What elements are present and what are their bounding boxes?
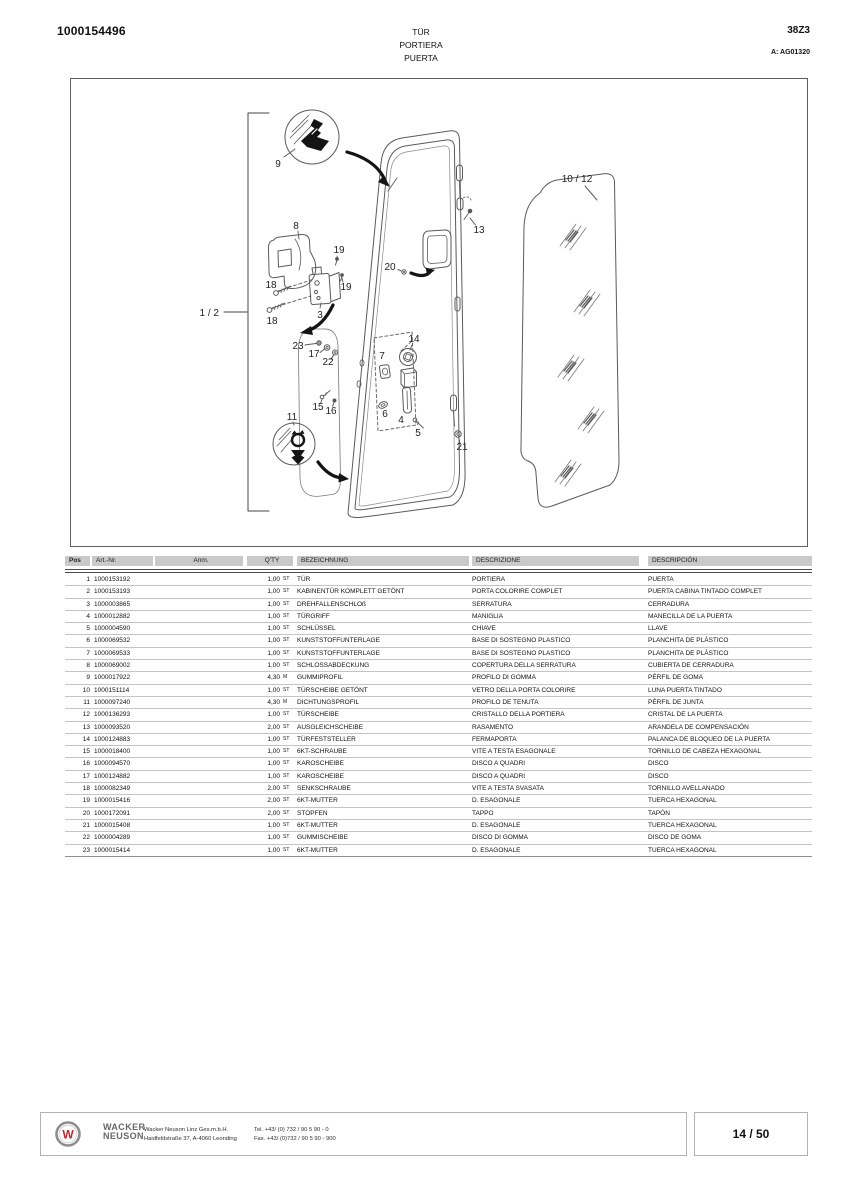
table-row [65, 709, 812, 721]
cell-qty: 1,00 [267, 600, 280, 608]
cell-unit: ST [283, 785, 290, 792]
document-number: 1000154496 [57, 24, 126, 38]
callout-9: 9 [275, 159, 281, 170]
callout-17: 17 [308, 349, 320, 360]
title-line-it: PORTIERA [399, 40, 443, 50]
part-13-screw [463, 197, 476, 225]
callout-10-12: 10 / 12 [561, 174, 593, 185]
table-row [65, 660, 812, 672]
cell-qty: 1,00 [267, 772, 280, 780]
cell-pos: 4 [86, 612, 90, 620]
cell-bezeichnung: STOPFEN [297, 809, 328, 817]
cell-pos: 1 [86, 576, 90, 583]
cell-descripcion: LLAVE [648, 625, 668, 633]
col-header-anm: Anm. [155, 556, 243, 566]
cell-descripcion: TUERCA HEXAGONAL [648, 821, 717, 829]
cell-descripcion: CERRADURA [648, 600, 690, 608]
title-line-de: TÜR [412, 27, 430, 37]
cell-descripcion: CUBIERTA DE CERRADURA [648, 662, 734, 670]
callout-5: 5 [415, 428, 421, 439]
callout-6: 6 [382, 409, 388, 420]
cell-descripcion: PUERTA CABINA TINTADO COMPLET [648, 588, 763, 596]
group-bracket [248, 113, 269, 511]
callout-8: 8 [293, 221, 299, 232]
cell-qty: 1,00 [267, 834, 280, 842]
cell-unit: M [283, 674, 288, 681]
cell-descripcion: TORNILLO DE CABEZA HEXAGONAL [648, 748, 761, 756]
cell-descrizione: D. ESAGONALE [472, 846, 521, 854]
cell-descrizione: D. ESAGONALE [472, 821, 521, 829]
cell-descrizione: PROFILO DI GOMMA [472, 674, 536, 682]
cell-bezeichnung: 6KT-MUTTER [297, 821, 338, 829]
page-title [0, 26, 842, 65]
cell-unit: ST [283, 686, 290, 693]
cell-unit: ST [283, 612, 290, 619]
callout-20: 20 [384, 262, 396, 273]
cell-pos: 15 [82, 748, 90, 756]
cell-unit: ST [283, 760, 290, 767]
part-14-knob [400, 345, 417, 366]
cell-descrizione: FERMAPORTA [472, 735, 517, 743]
cell-pos: 5 [86, 625, 90, 633]
cell-descrizione: VITE A TESTA SVASATA [472, 785, 545, 793]
cell-descripcion: CRISTAL DE LA PUERTA [648, 711, 723, 719]
cell-art-nr: 1000018400 [94, 748, 131, 756]
col-header-art-nr: Art.-Nr. [92, 556, 153, 566]
cell-bezeichnung: 6KT-MUTTER [297, 846, 338, 854]
parts-table [65, 555, 812, 857]
callout-21: 21 [456, 442, 468, 453]
cell-unit: ST [283, 662, 290, 669]
page-indicator: 14 / 50 [694, 1112, 808, 1156]
cell-anm [155, 623, 243, 634]
cell-anm [155, 808, 243, 819]
cell-descrizione: BASE DI SOSTEGNO PLASTICO [472, 649, 571, 657]
cell-art-nr: 1000012882 [94, 612, 131, 620]
callout-14: 14 [408, 334, 420, 345]
cell-art-nr: 1000153193 [94, 588, 131, 596]
cell-art-nr: 1000136293 [94, 711, 131, 719]
cell-art-nr: 1000151114 [94, 686, 130, 694]
cell-bezeichnung: 6KT-SCHRAUBE [297, 748, 347, 756]
cell-unit: ST [283, 772, 290, 779]
cell-qty: 1,00 [267, 588, 280, 596]
cell-descrizione: TAPPO [472, 809, 494, 817]
cell-pos: 7 [86, 649, 90, 657]
cell-qty: 4,30 [267, 698, 280, 706]
cell-anm [155, 734, 243, 745]
table-row [65, 783, 812, 795]
sheet-revision: A: AG01320 [770, 49, 810, 56]
part-7-plate [379, 364, 390, 378]
cell-qty: 1,00 [267, 760, 280, 768]
title-line-es: PUERTA [404, 53, 438, 63]
cell-descripcion: TORNILLO AVELLANADO [648, 785, 725, 793]
parts-table-header [65, 555, 812, 569]
cell-bezeichnung: KUNSTSTOFFUNTERLAGE [297, 649, 380, 657]
cell-bezeichnung: AUSGLEICHSCHEIBE [297, 723, 364, 731]
cell-anm [155, 795, 243, 806]
footer-company-box [40, 1112, 687, 1156]
cell-descrizione: BASE DI SOSTEGNO PLASTICO [472, 637, 571, 645]
cell-anm [155, 746, 243, 757]
cell-art-nr: 1000004289 [94, 834, 131, 842]
callout-18a: 18 [265, 280, 277, 291]
cell-descrizione: PORTA COLORIRE COMPLET [472, 588, 563, 596]
cell-descrizione: VITE A TESTA ESAGONALE [472, 748, 556, 756]
callout-labels [200, 159, 593, 453]
cell-descrizione: CHIAVE [472, 625, 496, 633]
cell-anm [155, 660, 243, 671]
cell-bezeichnung: TÜRGRIFF [297, 612, 330, 620]
table-row [65, 611, 812, 623]
cell-pos: 21 [82, 821, 90, 829]
cell-descrizione: D. ESAGONALE [472, 797, 521, 805]
table-row [65, 635, 812, 647]
cell-unit: ST [283, 821, 290, 828]
cell-anm [155, 722, 243, 733]
table-row [65, 599, 812, 611]
door-frame-outline [348, 131, 465, 518]
cell-qty: 2,00 [267, 797, 280, 805]
cell-pos: 22 [82, 834, 90, 842]
cell-pos: 2 [86, 588, 90, 596]
cell-pos: 23 [82, 846, 90, 854]
cell-descripcion: LUNA PUERTA TINTADO [648, 686, 722, 694]
sheet-code: 38Z3 [787, 25, 810, 36]
cell-bezeichnung: TÜRSCHEIBE GETÖNT [297, 686, 368, 694]
callout-7: 7 [379, 351, 385, 362]
callout-4: 4 [398, 415, 404, 426]
cell-anm [155, 611, 243, 622]
cell-unit: ST [283, 588, 290, 595]
cell-descripcion: MANECILLA DE LA PUERTA [648, 612, 733, 620]
cell-unit: ST [283, 809, 290, 816]
table-row [65, 685, 812, 697]
cell-bezeichnung: KAROSCHEIBE [297, 772, 344, 780]
callout-19b: 19 [340, 282, 352, 293]
company-contact: Tel. +43/ (0) 732 / 90 5 90 - 0 Fax. +43/ (0)732 / 90 5 90 - 900 [254, 1127, 336, 1142]
cell-descrizione: DISCO DI GOMMA [472, 834, 528, 842]
cell-unit: ST [283, 723, 290, 730]
cell-unit: ST [283, 846, 290, 853]
cell-pos: 12 [82, 711, 90, 719]
cell-unit: ST [283, 735, 290, 742]
cell-qty: 2,00 [267, 809, 280, 817]
cell-pos: 6 [86, 637, 90, 645]
cell-unit: ST [283, 649, 290, 656]
cell-descrizione: PROFILO DE TENUTA [472, 698, 539, 706]
cell-qty: 1,00 [267, 612, 280, 620]
cell-descripcion: TAPÓN [648, 809, 670, 817]
cell-pos: 9 [86, 674, 90, 682]
header-divider [65, 569, 812, 573]
part-20-plug [398, 270, 406, 275]
cell-bezeichnung: KABINENTÜR KOMPLETT GETÖNT [297, 588, 405, 596]
cell-art-nr: 1000153192 [94, 576, 131, 583]
table-row [65, 746, 812, 758]
cell-bezeichnung: TÜRSCHEIBE [297, 711, 339, 719]
col-header-qty: Q'TY [247, 556, 293, 566]
cell-descripcion: PUERTA [648, 576, 674, 583]
cell-unit: ST [283, 576, 290, 582]
cell-unit: ST [283, 711, 290, 718]
cell-art-nr: 1000124882 [94, 772, 131, 780]
cell-art-nr: 1000097240 [94, 698, 131, 706]
cell-pos: 10 [82, 686, 90, 694]
cell-pos: 3 [86, 600, 90, 608]
cell-descrizione: DISCO A QUADRI [472, 760, 526, 768]
cell-bezeichnung: TÜRFESTSTELLER [297, 735, 356, 743]
cell-qty: 1,00 [267, 576, 280, 583]
part-4-inner-handle [401, 368, 417, 413]
cell-qty: 1,00 [267, 748, 280, 756]
cell-bezeichnung: SCHLOSSABDECKUNG [297, 662, 370, 670]
cell-art-nr: 1000015414 [94, 846, 131, 854]
cell-qty: 4,30 [267, 674, 280, 682]
cell-art-nr: 1000069002 [94, 662, 131, 670]
cell-qty: 1,00 [267, 735, 280, 743]
cell-art-nr: 1000069533 [94, 649, 131, 657]
table-row [65, 648, 812, 660]
cell-anm [155, 820, 243, 831]
cell-descripcion: DISCO [648, 772, 669, 780]
cell-bezeichnung: DICHTUNGSPROFIL [297, 698, 360, 706]
cell-unit: ST [283, 748, 290, 755]
callout-22: 22 [322, 357, 334, 368]
cell-descripcion: PALANCA DE BLOQUEO DE LA PUERTA [648, 735, 771, 743]
cell-qty: 1,00 [267, 846, 280, 854]
callout-23: 23 [292, 341, 304, 352]
cell-pos: 11 [83, 698, 90, 706]
cell-descripcion: TUERCA HEXAGONAL [648, 846, 717, 854]
detail-circle-11 [273, 422, 315, 465]
cell-qty: 2,00 [267, 785, 280, 793]
cell-anm [155, 783, 243, 794]
cell-art-nr: 1000003865 [94, 600, 131, 608]
cell-unit: M [283, 698, 288, 705]
callout-1-2: 1 / 2 [199, 308, 219, 319]
svg-text:W: W [62, 1127, 74, 1142]
table-row [65, 623, 812, 635]
exploded-view-diagram [70, 78, 808, 547]
col-header-pos: Pos [65, 556, 90, 566]
cell-art-nr: 1000069532 [94, 637, 131, 645]
col-header-descripcion: DESCRIPCIÓN [648, 556, 812, 566]
cell-pos: 20 [82, 809, 90, 817]
flow-arrows [307, 152, 429, 478]
company-address: Wacker Neuson Linz Ges.m.b.H. Haidfeldstraße 37, A-4060 Leonding [144, 1127, 237, 1142]
part-5-screw [413, 418, 423, 428]
table-row [65, 672, 812, 684]
cell-anm [155, 635, 243, 646]
cell-art-nr: 1000004590 [94, 625, 131, 633]
table-row [65, 586, 812, 598]
cell-descripcion: PLANCHITA DE PLÁSTICO [648, 637, 729, 645]
table-row [65, 758, 812, 770]
cell-pos: 8 [86, 662, 90, 670]
cell-art-nr: 1000124883 [94, 735, 131, 743]
col-header-bezeichnung: BEZEICHNUNG [297, 556, 469, 566]
callout-18b: 18 [266, 316, 278, 327]
cell-qty: 1,00 [267, 686, 280, 694]
cell-art-nr: 1000094570 [94, 760, 131, 768]
cell-art-nr: 1000082349 [94, 785, 131, 793]
cell-anm [155, 697, 243, 708]
table-row [65, 697, 812, 709]
cell-qty: 1,00 [267, 649, 280, 657]
cell-qty: 1,00 [267, 625, 280, 633]
table-row [65, 820, 812, 832]
cell-pos: 14 [82, 735, 90, 743]
door-exploded-drawing [71, 79, 807, 546]
cell-qty: 2,00 [267, 723, 280, 731]
cell-anm [155, 709, 243, 720]
cell-descripcion: TUERCA HEXAGONAL [648, 797, 717, 805]
cell-qty: 1,00 [267, 637, 280, 645]
cell-descrizione: COPERTURA DELLA SERRATURA [472, 662, 576, 670]
cell-descrizione: CRISTALLO DELLA PORTIERA [472, 711, 565, 719]
cell-anm [155, 832, 243, 843]
brand-wordmark: WACKER NEUSON [103, 1122, 146, 1141]
cell-unit: ST [283, 637, 290, 644]
cell-pos: 16 [82, 760, 90, 768]
cell-bezeichnung: SCHLÜSSEL [297, 625, 336, 633]
cell-descripcion: PÉRFIL DE GOMA [648, 674, 704, 682]
cell-bezeichnung: KUNSTSTOFFUNTERLAGE [297, 637, 380, 645]
cell-anm [155, 599, 243, 610]
table-row [65, 795, 812, 807]
cell-bezeichnung: 6KT-MUTTER [297, 797, 338, 805]
cell-descripcion: ARANDELA DE COMPENSACIÓN [648, 723, 749, 731]
callout-3: 3 [317, 310, 323, 321]
cell-descrizione: RASAMENTO [472, 723, 514, 731]
cell-descripcion: PÉRFIL DE JUNTA [648, 698, 704, 706]
door-handle-shape [423, 230, 451, 269]
cell-descripcion: PLANCHITA DE PLÁSTICO [648, 649, 729, 657]
col-header-descrizione: DESCRIZIONE [472, 556, 639, 566]
cell-qty: 1,00 [267, 662, 280, 670]
cell-anm [155, 586, 243, 597]
detail-circle-9 [284, 110, 339, 164]
cell-unit: ST [283, 625, 290, 632]
cell-bezeichnung: SENKSCHRAUBE [297, 785, 351, 793]
cell-pos: 17 [82, 772, 90, 780]
cell-pos: 13 [82, 723, 90, 731]
cell-unit: ST [283, 797, 290, 804]
table-row [65, 832, 812, 844]
callout-13: 13 [473, 225, 485, 236]
cell-art-nr: 1000015408 [94, 821, 131, 829]
cell-descripcion: DISCO [648, 760, 669, 768]
cell-unit: ST [283, 600, 290, 607]
construction-dashes [272, 279, 416, 431]
cell-art-nr: 1000017922 [94, 674, 131, 682]
cell-pos: 19 [82, 797, 90, 805]
cell-bezeichnung: KAROSCHEIBE [297, 760, 344, 768]
cell-descrizione: SERRATURA [472, 600, 512, 608]
cell-bezeichnung: GUMMIPROFIL [297, 674, 343, 682]
callout-16: 16 [325, 406, 337, 417]
table-row [65, 734, 812, 746]
cell-art-nr: 1000093520 [94, 723, 131, 731]
table-row [65, 845, 812, 857]
cell-bezeichnung: TÜR [297, 576, 311, 583]
cell-descrizione: MANIGLIA [472, 612, 504, 620]
part-3-lock [309, 267, 341, 305]
cell-descripcion: DISCO DE GOMA [648, 834, 702, 842]
parts-table-body [65, 574, 812, 857]
wacker-neuson-logo-icon [51, 1119, 87, 1149]
cell-unit: ST [283, 834, 290, 841]
cell-descrizione: VETRO DELLA PORTA COLORIRE [472, 686, 576, 694]
cell-anm [155, 758, 243, 769]
callout-15: 15 [312, 402, 324, 413]
cell-anm [155, 771, 243, 782]
cell-art-nr: 1000172091 [94, 809, 131, 817]
cell-qty: 1,00 [267, 821, 280, 829]
cell-anm [155, 672, 243, 683]
cell-descrizione: DISCO A QUADRI [472, 772, 526, 780]
callout-11: 11 [286, 412, 298, 423]
cell-qty: 1,00 [267, 711, 280, 719]
table-row [65, 722, 812, 734]
cell-anm [155, 648, 243, 659]
callout-19a: 19 [333, 245, 345, 256]
cell-bezeichnung: DREHFALLENSCHLOß [297, 600, 366, 608]
cell-bezeichnung: GUMMISCHEIBE [297, 834, 348, 842]
glass-pane [521, 174, 619, 508]
cell-anm [155, 685, 243, 696]
table-row [65, 808, 812, 820]
table-row [65, 574, 812, 586]
cell-descrizione: PORTIERA [472, 576, 506, 583]
cell-anm [155, 845, 243, 856]
cell-anm [155, 574, 243, 585]
cell-pos: 18 [82, 785, 90, 793]
cell-art-nr: 1000015416 [94, 797, 131, 805]
table-row [65, 771, 812, 783]
